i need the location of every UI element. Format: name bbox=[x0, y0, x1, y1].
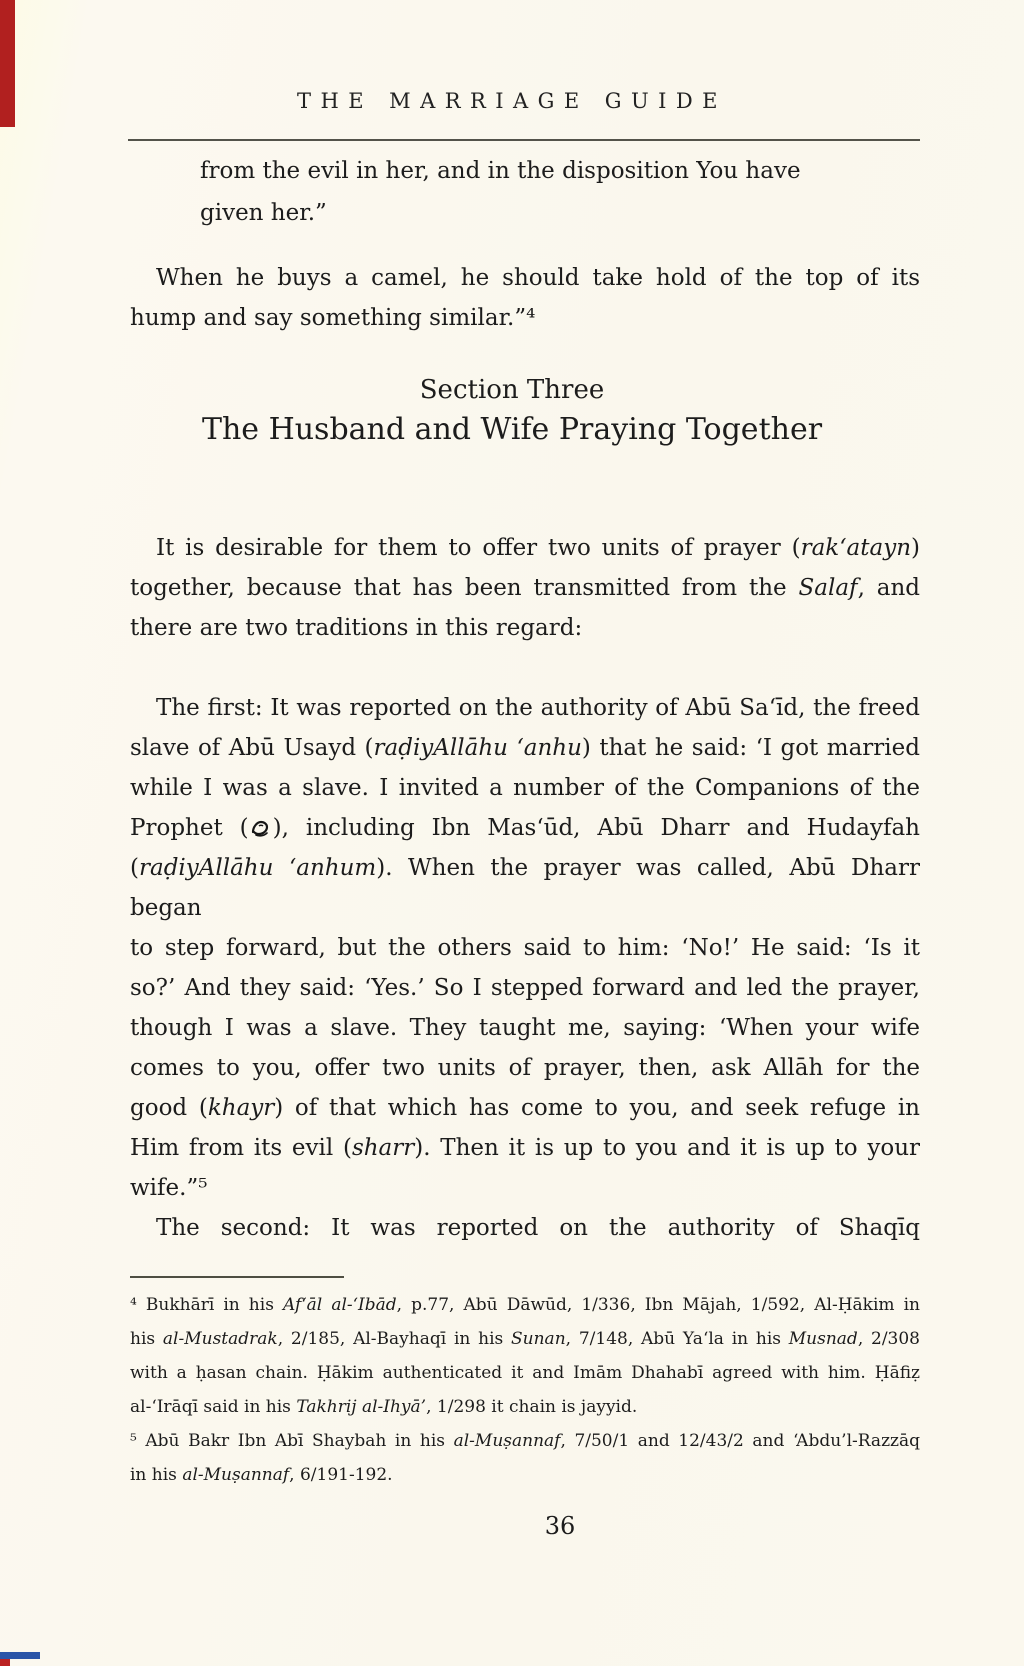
body-line: together, because that has been transmitted from the Salaf, and bbox=[130, 575, 920, 601]
body-line: good (khayr) of that which has come to you, and seek refuge in bbox=[130, 1095, 920, 1121]
scan-artifact-red-chip bbox=[0, 1659, 10, 1666]
page-number: 36 bbox=[544, 1512, 576, 1540]
paragraph-camel bbox=[130, 258, 920, 338]
body-line: slave of Abū Usayd (raḍiyAllāhu ‘anhu) that he said: ‘I got married bbox=[130, 735, 920, 761]
footnote-line: with a ḥasan chain. Ḥākim authenticated it and Imām Dhahabī agreed with him. Ḥāfiẓ bbox=[130, 1363, 920, 1383]
paragraph-second-tradition bbox=[130, 1208, 920, 1248]
body-line: to step forward, but the others said to him: ‘No!’ He said: ‘Is it bbox=[130, 935, 920, 961]
body-line: while I was a slave. I invited a number of the Companions of the bbox=[130, 775, 920, 801]
footnote-line: ⁴ Bukhārī in his Af‘āl al-‘Ibād, p.77, Abū Dāwūd, 1/336, Ibn Mājah, 1/592, Al-Ḥākim in bbox=[130, 1295, 920, 1315]
paragraph-first-tradition bbox=[130, 688, 920, 1208]
body-line: hump and say something similar.”⁴ bbox=[130, 305, 536, 331]
footnotes bbox=[130, 1288, 920, 1492]
footnote-line: his al-Mustadrak, 2/185, Al-Bayhaqī in his Sunan, 7/148, Abū Ya‘la in his Musnad, 2/308 bbox=[130, 1329, 920, 1349]
body-line: The first: It was reported on the authority of Abū Sa‘īd, the freed bbox=[156, 695, 920, 721]
footnote-rule bbox=[130, 1276, 344, 1278]
body-line: It is desirable for them to offer two units of prayer (rak‘atayn) bbox=[156, 535, 920, 561]
body-line: Him from its evil (sharr). Then it is up to you and it is up to your bbox=[130, 1135, 920, 1161]
section-kicker: Section Three bbox=[419, 375, 605, 405]
scan-artifact-blue-strip bbox=[0, 1652, 40, 1659]
body-line: wife.”⁵ bbox=[130, 1175, 208, 1201]
body-line: there are two traditions in this regard: bbox=[130, 615, 583, 641]
paragraph-intro bbox=[130, 528, 920, 648]
body-line: The second: It was reported on the authority of Shaqīq bbox=[156, 1215, 920, 1241]
section-title: The Husband and Wife Praying Together bbox=[201, 412, 823, 447]
quote-line: from the evil in her, and in the disposition You have bbox=[200, 158, 801, 184]
body-line: Prophet ( ), including Ibn Mas‘ūd, Abū Dharr and Hudayfah bbox=[130, 815, 920, 841]
quote-line: given her.” bbox=[200, 200, 327, 226]
body-line: comes to you, offer two units of prayer, then, ask Allāh for the bbox=[130, 1055, 920, 1081]
body-line: (raḍiyAllāhu ‘anhum). When the prayer was called, Abū Dharr began bbox=[130, 855, 920, 921]
body-line: so?’ And they said: ‘Yes.’ So I stepped forward and led the prayer, bbox=[130, 975, 920, 1001]
footnote-line: al-‘Irāqī said in his Takhrij al-Ihyā’, 1/298 it chain is jayyid. bbox=[130, 1397, 638, 1417]
prophet-honorific-icon bbox=[249, 815, 273, 841]
block-quote bbox=[200, 150, 850, 234]
footnote-line: in his al-Muṣannaf, 6/191-192. bbox=[130, 1465, 393, 1485]
header-rule bbox=[128, 139, 920, 141]
footnote-line: ⁵ Abū Bakr Ibn Abī Shaybah in his al-Muṣannaf, 7/50/1 and 12/43/2 and ‘Abdu’l-Razzāq bbox=[130, 1431, 921, 1451]
body-line: though I was a slave. They taught me, saying: ‘When your wife bbox=[130, 1015, 920, 1041]
running-header: THE MARRIAGE GUIDE bbox=[297, 89, 727, 113]
body-line: When he buys a camel, he should take hold of the top of its bbox=[156, 265, 920, 291]
